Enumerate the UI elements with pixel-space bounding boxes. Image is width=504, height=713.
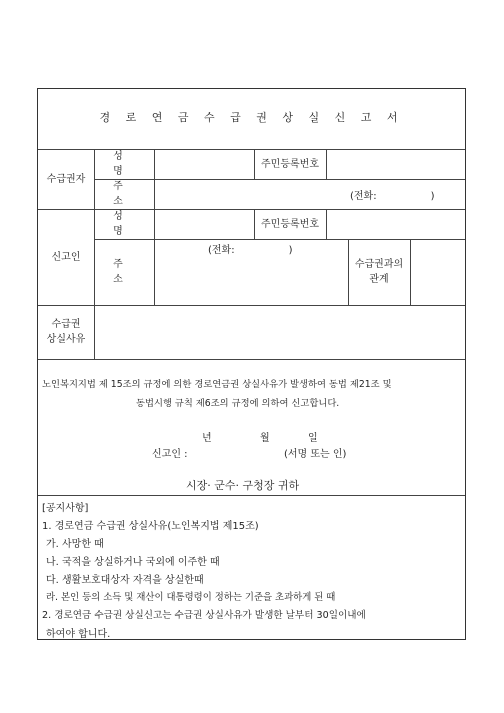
reporter-id-label: 주민등록번호 bbox=[261, 218, 319, 230]
report-form bbox=[37, 88, 466, 640]
notice-item-1a: 가. 사망한 때 bbox=[46, 539, 104, 550]
loss-reason-label-line-2: 상실사유 bbox=[46, 334, 86, 345]
divider bbox=[38, 359, 465, 360]
notice-item-1: 1. 경로연금 수급권 상실사유(노인복지법 제15조) bbox=[42, 521, 259, 532]
recipient-id-label: 주민등록번호 bbox=[261, 158, 319, 170]
signature-sign-label: (서명 또는 인) bbox=[284, 449, 347, 460]
notice-item-2-line-2: 하여야 합니다. bbox=[46, 629, 111, 640]
date-day-label: 일 bbox=[308, 433, 318, 444]
signature-reporter-label: 신고인 : bbox=[152, 449, 188, 460]
notice-item-2-line-1: 2. 경로연금 수급권 상실신고는 수급권 상실사유가 발생한 날부터 30일이내에 bbox=[42, 610, 366, 621]
recipient-id-field[interactable] bbox=[326, 149, 465, 179]
relation-label-line-2: 관계 bbox=[369, 274, 389, 285]
form-title: 경 로 연 금 수 급 권 상 실 신 고 서 bbox=[99, 111, 404, 124]
reporter-name-field[interactable] bbox=[154, 209, 254, 239]
reporter-address-label: 주 소 bbox=[113, 259, 147, 285]
notice-header: [공지사항] bbox=[42, 503, 89, 514]
recipient-section-label: 수급권자 bbox=[46, 173, 86, 185]
statement-line-1: 노인복지지법 제 15조의 규정에 의한 경로연금권 상실사유가 발생하여 동법 제21조 및 bbox=[42, 379, 392, 390]
reporter-section-label: 신고인 bbox=[51, 251, 81, 263]
reporter-id-field[interactable] bbox=[326, 209, 465, 239]
date-month-label: 월 bbox=[260, 433, 270, 444]
loss-reason-field[interactable] bbox=[94, 305, 465, 359]
notice-item-1c: 다. 생활보호대상자 자격을 상실한때 bbox=[46, 575, 204, 586]
addressee: 시장· 군수· 구청장 귀하 bbox=[186, 479, 300, 492]
statement-line-2: 동법시행 규칙 제6조의 규정에 의하여 신고합니다. bbox=[136, 398, 340, 409]
reporter-relation-field[interactable] bbox=[410, 239, 465, 305]
loss-reason-label-line-1: 수급권 bbox=[51, 319, 81, 330]
notice-item-1d: 라. 본인 등의 소득 및 재산이 대통령령이 정하는 기준을 초과하게 된 때 bbox=[46, 592, 336, 603]
loss-reason-label bbox=[38, 305, 94, 359]
reporter-name-label: 성 명 bbox=[113, 211, 147, 237]
reporter-phone-label: (전화: ) bbox=[208, 245, 293, 256]
recipient-address-label: 주 소 bbox=[113, 181, 147, 207]
divider bbox=[38, 495, 465, 496]
relation-label-line-1: 수급권과의 bbox=[354, 259, 404, 270]
recipient-phone-label: (전화: ) bbox=[350, 191, 435, 202]
recipient-name-field[interactable] bbox=[154, 149, 254, 179]
recipient-name-label: 성 명 bbox=[113, 151, 147, 177]
notice-item-1b: 나. 국적을 상실하거나 국외에 이주한 때 bbox=[46, 557, 220, 568]
date-year-label: 년 bbox=[202, 433, 212, 444]
reporter-relation-label bbox=[348, 239, 410, 305]
